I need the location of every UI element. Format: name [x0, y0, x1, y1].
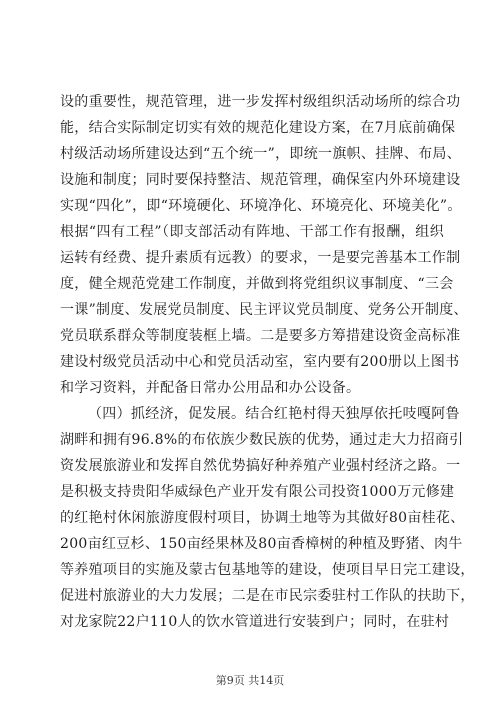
text-line: 促进村旅游业的大力发展；二是在市民宗委驻村工作队的扶助下， [60, 588, 475, 604]
text-line: 200亩红豆杉、150亩经果林及80亩香樟树的种植及野猪、肉牛 [60, 536, 463, 552]
text-line: 湖畔和拥有96.8%的布依族少数民族的优势，通过走大力招商引 [60, 432, 464, 448]
text-line: 设的重要性，规范管理，进一步发挥村级组织活动场所的综合功 [60, 94, 461, 110]
text-line: 设施和制度；同时要保持整洁、规范管理，确保室内外环境建设 [60, 172, 461, 188]
text-line: 和学习资料，并配备日常办公用品和办公设备。 [60, 380, 361, 396]
text-line: 对龙家院22户110人的饮水管道进行安装到户；同时，在驻村 [60, 614, 450, 630]
text-line: 村级活动场所建设达到“五个统一”，即统一旗帜、挂牌、布局、 [60, 146, 462, 162]
text-line: 一课”制度、发展党员制度、民主评议党员制度、党务公开制度、 [60, 302, 468, 318]
text-line: 度，健全规范党建工作制度，并做到将党组织议事制度、“三会 [60, 276, 454, 292]
text-line: 实现“四化”，即“环境硬化、环境净化、环境亮化、环境美化”。 [60, 198, 462, 214]
text-line: 资发展旅游业和发挥自然优势搞好种养殖产业强村经济之路。一 [60, 458, 461, 474]
paragraph-heading-line: （四）抓经济，促发展。结合红艳村得天独厚依托吱嘎阿鲁 [88, 406, 460, 422]
text-line: 的红艳村休闲旅游度假村项目，协调土地等为其做好80亩桂花、 [60, 510, 465, 526]
text-line: 党员联系群众等制度装框上墙。二是要多方筹措建设资金高标准 [60, 328, 461, 344]
text-line: 能，结合实际制定切实有效的规范化建设方案，在7月底前确保 [60, 120, 456, 136]
page-number: 第9页 共14页 [215, 674, 285, 687]
text-line: 运转有经费、提升素质有远教）的要求，一是要完善基本工作制 [60, 250, 461, 266]
text-line: 建设村级党员活动中心和党员活动室，室内要有200册以上图书 [60, 354, 460, 370]
text-line: 是积极支持贵阳华威绿色产业开发有限公司投资1000万元修建 [60, 484, 455, 500]
text-line: 等养殖项目的实施及蒙古包基地等的建设，使项目早日完工建设， [60, 562, 475, 578]
text-line: 根据“四有工程”（即支部活动有阵地、干部工作有报酬，组织 [60, 224, 444, 240]
